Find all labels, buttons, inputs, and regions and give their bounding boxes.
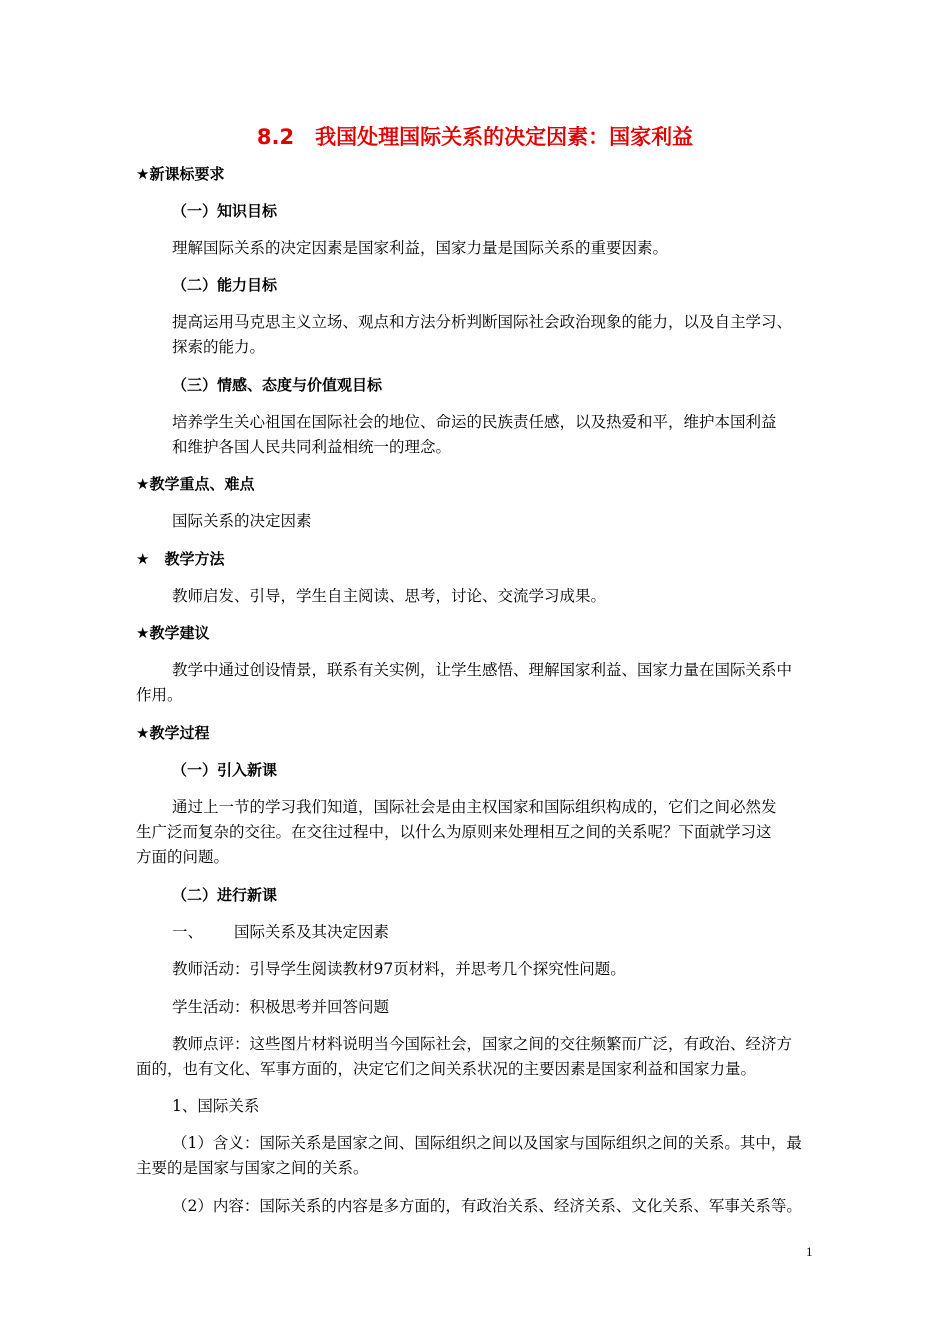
- section-heading-teaching-method: ★ 教学方法: [136, 550, 225, 568]
- subheading-emotion-goals: （三）情感、态度与价值观目标: [172, 376, 383, 394]
- item-text: 国际关系及其决定因素: [234, 923, 390, 941]
- paragraph: 和维护各国人民共同利益相统一的理念。: [172, 438, 452, 456]
- paragraph: （2）内容：国际关系的内容是多方面的，有政治关系、经济关系、文化关系、军事关系等。: [172, 1197, 802, 1215]
- numbered-item: [172, 919, 389, 945]
- subheading-knowledge-goals: （一）知识目标: [172, 202, 278, 220]
- subheading-ability-goals: （二）能力目标: [172, 276, 278, 294]
- subheading-intl-relations: 1、国际关系: [172, 1097, 260, 1115]
- paragraph: 提高运用马克思主义立场、观点和方法分析判断国际社会政治现象的能力，以及自主学习、: [172, 313, 793, 331]
- section-heading-teaching-advice: ★教学建议: [136, 624, 210, 642]
- page-title: 8.2 我国处理国际关系的决定因素：国家利益: [256, 125, 694, 149]
- item-number: 一、: [172, 923, 204, 941]
- paragraph: 教师启发、引导，学生自主阅读、思考，讨论、交流学习成果。: [172, 587, 607, 605]
- page-number: 1: [806, 1244, 813, 1259]
- paragraph: 方面的问题。: [136, 848, 230, 866]
- subheading-new-lesson: （二）进行新课: [172, 886, 278, 904]
- paragraph: 教师活动：引导学生阅读教材97页材料，并思考几个探究性问题。: [172, 960, 626, 978]
- paragraph: 理解国际关系的决定因素是国家利益，国家力量是国际关系的重要因素。: [172, 239, 669, 257]
- paragraph: 主要的是国家与国家之间的关系。: [136, 1159, 369, 1177]
- section-heading-curriculum: ★新课标要求: [136, 165, 225, 183]
- paragraph: 面的，也有文化、军事方面的，决定它们之间关系状况的主要因素是国家利益和国家力量。: [136, 1060, 757, 1078]
- paragraph: 教师点评：这些图片材料说明当今国际社会，国家之间的交往频繁而广泛，有政治、经济方: [172, 1035, 793, 1053]
- paragraph: 通过上一节的学习我们知道，国际社会是由主权国家和国际组织构成的，它们之间必然发: [172, 798, 777, 816]
- paragraph: 探索的能力。: [172, 338, 266, 356]
- paragraph: 作用。: [136, 686, 183, 704]
- paragraph: 培养学生关心祖国在国际社会的地位、命运的民族责任感，以及热爱和平，维护本国利益: [172, 413, 777, 431]
- section-heading-key-points: ★教学重点、难点: [136, 475, 255, 493]
- subheading-intro: （一）引入新课: [172, 761, 278, 779]
- paragraph: 国际关系的决定因素: [172, 512, 312, 530]
- paragraph: 学生活动：积极思考并回答问题: [172, 998, 390, 1016]
- paragraph: （1）含义：国际关系是国家之间、国际组织之间以及国家与国际组织之间的关系。其中，最: [172, 1134, 802, 1152]
- paragraph: 生广泛而复杂的交往。在交往过程中，以什么为原则来处理相互之间的关系呢？下面就学习这: [136, 823, 772, 841]
- section-heading-teaching-process: ★教学过程: [136, 724, 210, 742]
- paragraph: 教学中通过创设情景，联系有关实例，让学生感悟、理解国家利益、国家力量在国际关系中: [172, 661, 793, 679]
